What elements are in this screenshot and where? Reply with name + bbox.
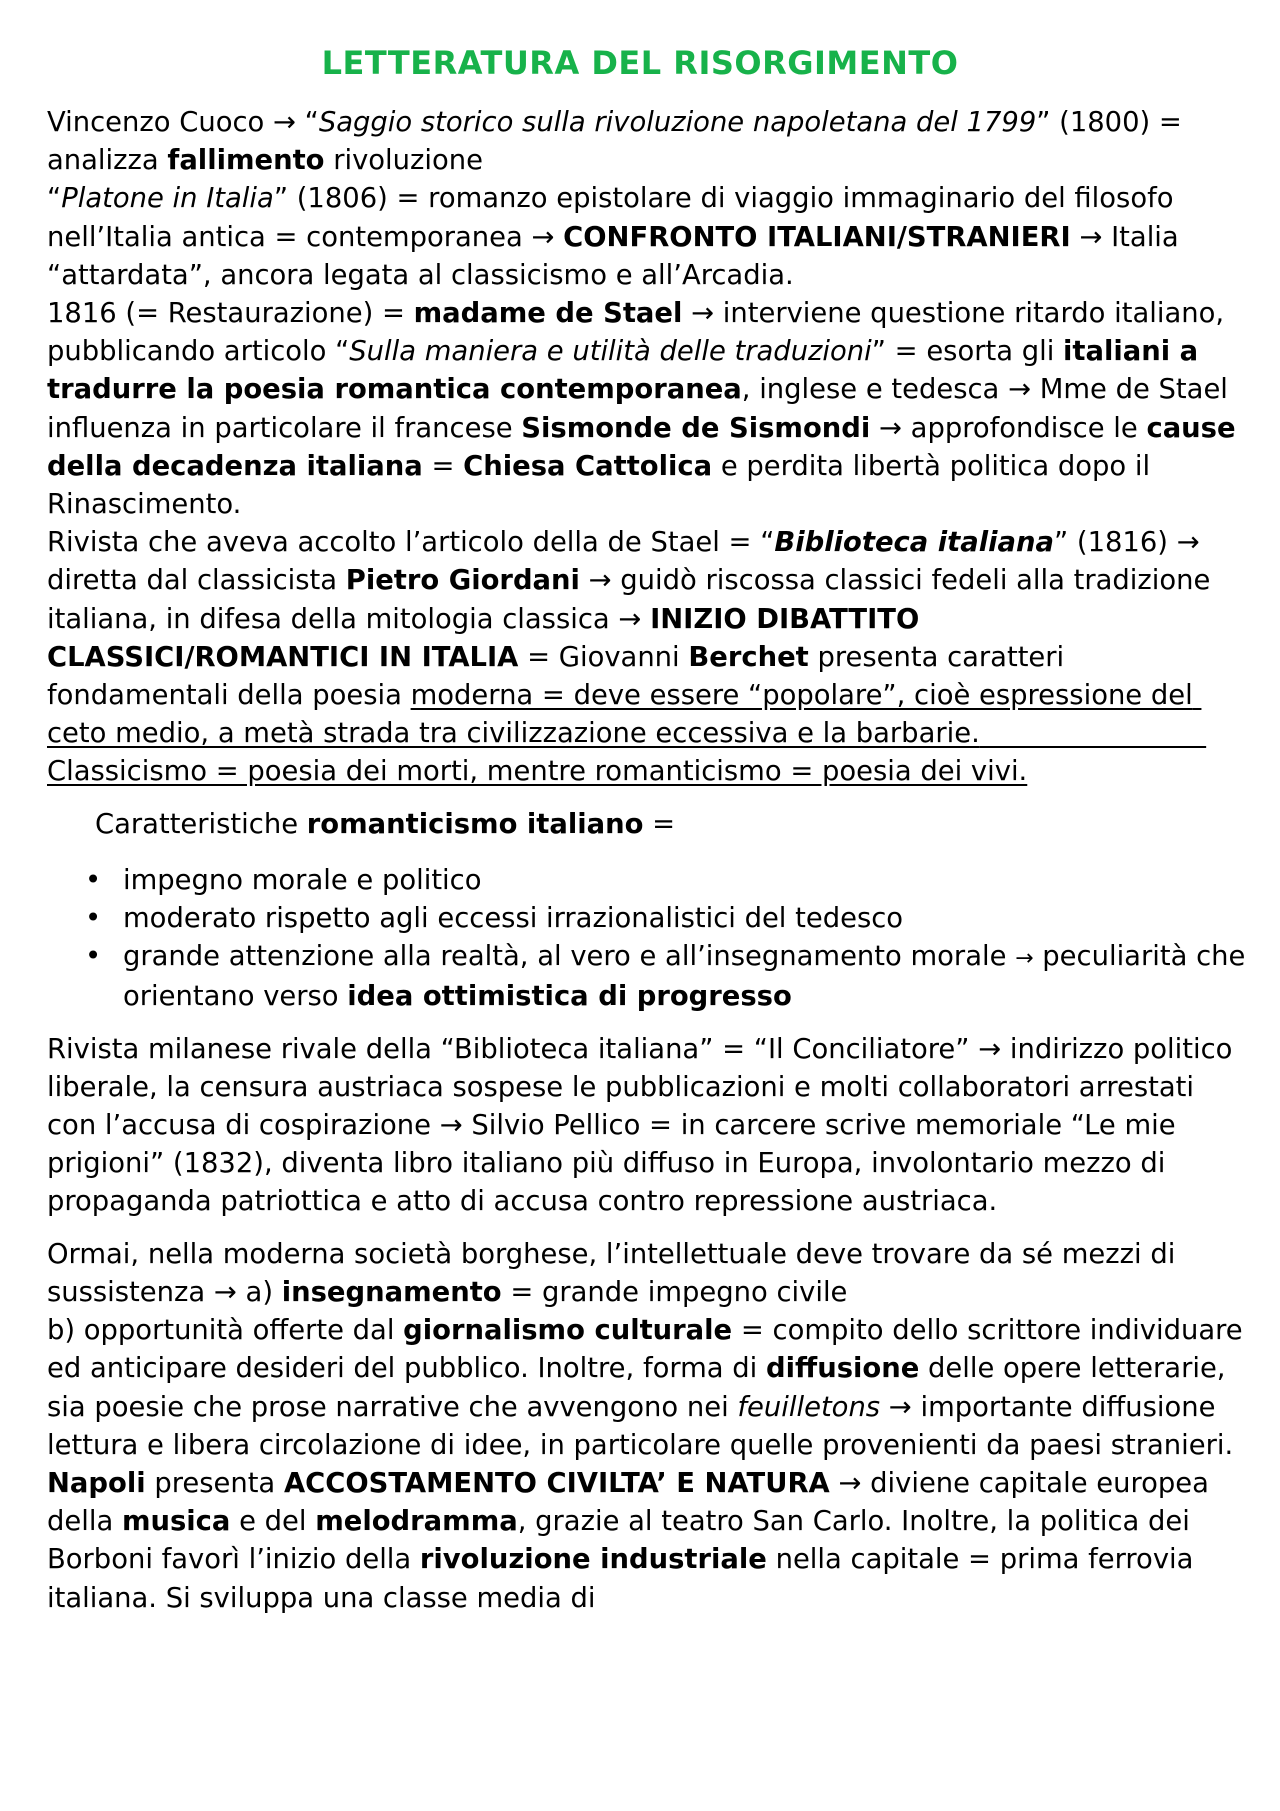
text-span: “ [295, 107, 319, 138]
text-span: presenta caratteri fondamentali della poesia [47, 641, 1065, 712]
paragraph-cuoco [47, 104, 1247, 180]
arrow-icon: → [1015, 946, 1034, 972]
arrow-icon: → [618, 603, 642, 635]
bold-term: musica [121, 1506, 231, 1538]
arrow-icon: → [1079, 221, 1103, 253]
arrow-icon: → [273, 107, 296, 138]
text-span: Caratteristiche [95, 808, 307, 840]
text-span: , inglese e tedesca [741, 374, 1009, 406]
text-span: Italia “attardata”, ancora legata al classicismo e all’Arcadia. [47, 221, 1179, 291]
arrow-icon: → [531, 221, 555, 253]
bold-term: idea ottimistica di progresso [347, 981, 792, 1013]
paragraph-intellettuale [47, 1236, 1247, 1312]
bold-term: giornalismo culturale [403, 1315, 733, 1347]
bold-term: cause della decadenza italiana [47, 412, 1236, 482]
bold-term: madame de Stael [413, 298, 683, 330]
text-span: approfondisce le [901, 412, 1147, 444]
text-span: Mme de Stael influenza in particolare il francese [47, 374, 1228, 444]
text-span: rivoluzione [324, 145, 483, 177]
text-span: ” (1806) = romanzo epistolare di viaggio immaginario del filosofo nell’Italia antica = contemporanea [47, 183, 1174, 253]
text-span: = [422, 450, 464, 482]
text-span: grande attenzione alla realtà, al vero e all’insegnamento morale [123, 941, 1016, 973]
text-span: guidò riscossa classici fedeli alla tradizione italiana, in difesa della mitologia classica [47, 565, 1211, 635]
bold-term: insegnamento [281, 1276, 502, 1308]
text-span: importante diffusione lettura e libera circolazione di idee, in particolare quelle provenienti da paesi stranieri. [47, 1391, 1234, 1461]
bold-term: INIZIO DIBATTITO CLASSICI/ROMANTICI IN ITALIA [47, 603, 920, 673]
bold-term: Chiesa Cattolica [463, 450, 713, 482]
text-span: diretta dal classicista [47, 565, 346, 597]
bold-term: italiani a tradurre la poesia romantica contemporanea [47, 336, 1199, 406]
arrow-icon: → [978, 1033, 1002, 1065]
text-span: a) [236, 1276, 282, 1308]
document-body [47, 104, 1247, 1618]
bold-term: Sismonde de Sismondi [521, 412, 871, 444]
bold-term: romanticismo italiano [306, 808, 644, 840]
list-item [123, 938, 1247, 1016]
text-span: ” = esorta gli [871, 336, 1064, 368]
text-span: indirizzo politico liberale, la censura austriaca sospese le pubblicazioni e molti collaboratori arrestati con l’accusa di cospirazione [47, 1033, 1233, 1142]
paragraph-napoli [47, 1465, 1247, 1618]
paragraph-conciliatore [47, 1031, 1247, 1222]
text-span: Rivista milanese rivale della “Biblioteca italiana” = “Il Conciliatore” [47, 1033, 979, 1065]
bold-term: ACCOSTAMENTO CIVILTA’ E NATURA [283, 1467, 830, 1499]
arrow-icon: → [888, 1391, 912, 1423]
text-span: 1816 (= Restaurazione) = [47, 298, 414, 330]
arrow-icon: → [588, 565, 612, 597]
list-item [123, 862, 1247, 900]
arrow-icon: → [213, 1276, 237, 1308]
arrow-icon: → [838, 1467, 862, 1499]
text-span: b) opportunità offerte dal [47, 1315, 404, 1347]
work-title: Platone in Italia [61, 183, 274, 215]
text-span: Vincenzo Cuoco [47, 107, 273, 138]
text-span: nella capitale = prima ferrovia italiana. Si sviluppa una classe media di [47, 1544, 1194, 1614]
text-span: delle opere letterarie, sia poesie che prose narrative che avvengono nei [47, 1353, 1226, 1423]
text-span: = Giovanni [518, 641, 689, 673]
bold-term: diffusione [766, 1353, 920, 1385]
text-span: presenta [145, 1467, 284, 1499]
text-span: Ormai, nella moderna società borghese, l’intellettuale deve trovare da sé mezzi di sussistenza [47, 1238, 1176, 1308]
paragraph-biblioteca [47, 524, 1247, 791]
text-span: ” (1800) = analizza [47, 107, 1182, 177]
text-span: Silvio Pellico = in carcere scrive memoriale “Le mie prigioni” (1832), diventa libro italiano più diffuso in Europa, involontario mezzo di propaganda patriottica e atto di accusa contro repressione austriaca. [47, 1110, 1176, 1218]
text-span: = compito dello scrittore individuare ed anticipare desideri del pubblico. Inoltre, forma di [47, 1315, 1243, 1385]
text-span: ” (1816) [1054, 527, 1177, 559]
arrow-icon: → [1176, 527, 1200, 559]
bold-term: CONFRONTO ITALIANI/STRANIERI [563, 221, 1071, 253]
bold-term: rivoluzione industriale [419, 1544, 767, 1576]
text-span: “ [47, 183, 62, 215]
page-title: LETTERATURA DEL RISORGIMENTO [321, 44, 959, 82]
features-list [47, 862, 1247, 1017]
underlined-text: moderna = deve essere “popolare”, cioè espressione del ceto medio, a metà strada tra civilizzazione eccessiva e la barbarie. Classicismo = poesia dei morti, mentre romanticismo = poesia dei vivi. [47, 680, 1207, 788]
bold-term: Napoli [47, 1467, 146, 1499]
arrow-icon: → [1008, 374, 1032, 406]
work-title: Saggio storico sulla rivoluzione napoletana del 1799 [318, 107, 1037, 138]
text-span: diviene capitale europea della [47, 1467, 1209, 1538]
text-span: impegno morale e politico [123, 864, 482, 896]
paragraph-stael [47, 295, 1247, 524]
text-span: = [643, 808, 676, 840]
bold-term: Berchet [688, 641, 809, 673]
text-span: e perdita libertà politica dopo il Rinascimento. [47, 450, 1151, 521]
bold-term: fallimento [167, 145, 325, 177]
text-span: moderato rispetto agli eccessi irrazionalistici del tedesco [123, 903, 904, 935]
text-span: e del [230, 1506, 316, 1538]
paragraph-platone [47, 180, 1247, 295]
text-span: = grande impegno civile [501, 1276, 848, 1308]
paragraph-giornalismo [47, 1312, 1247, 1465]
list-item [123, 900, 1247, 938]
arrow-icon: → [439, 1110, 463, 1142]
text-span: interviene questione ritardo italiano, pubblicando articolo “ [47, 298, 1225, 368]
work-title: Biblioteca italiana [774, 527, 1054, 559]
text-span: , grazie al teatro San Carlo. Inoltre, la politica dei Borboni favorì l’inizio della [47, 1506, 1190, 1576]
bold-term: melodramma [315, 1506, 518, 1538]
arrow-icon: → [691, 298, 715, 330]
work-title: Sulla maniera e utilità delle traduzioni [349, 336, 872, 368]
italic-term: feuilletons [737, 1391, 881, 1423]
features-intro [47, 806, 1247, 844]
bold-term: Pietro Giordani [345, 565, 580, 597]
text-span: Rivista che aveva accolto l’articolo della de Stael = “ [47, 527, 775, 559]
arrow-icon: → [879, 412, 902, 444]
text-span: peculiarità che orientano verso [123, 941, 1246, 1013]
